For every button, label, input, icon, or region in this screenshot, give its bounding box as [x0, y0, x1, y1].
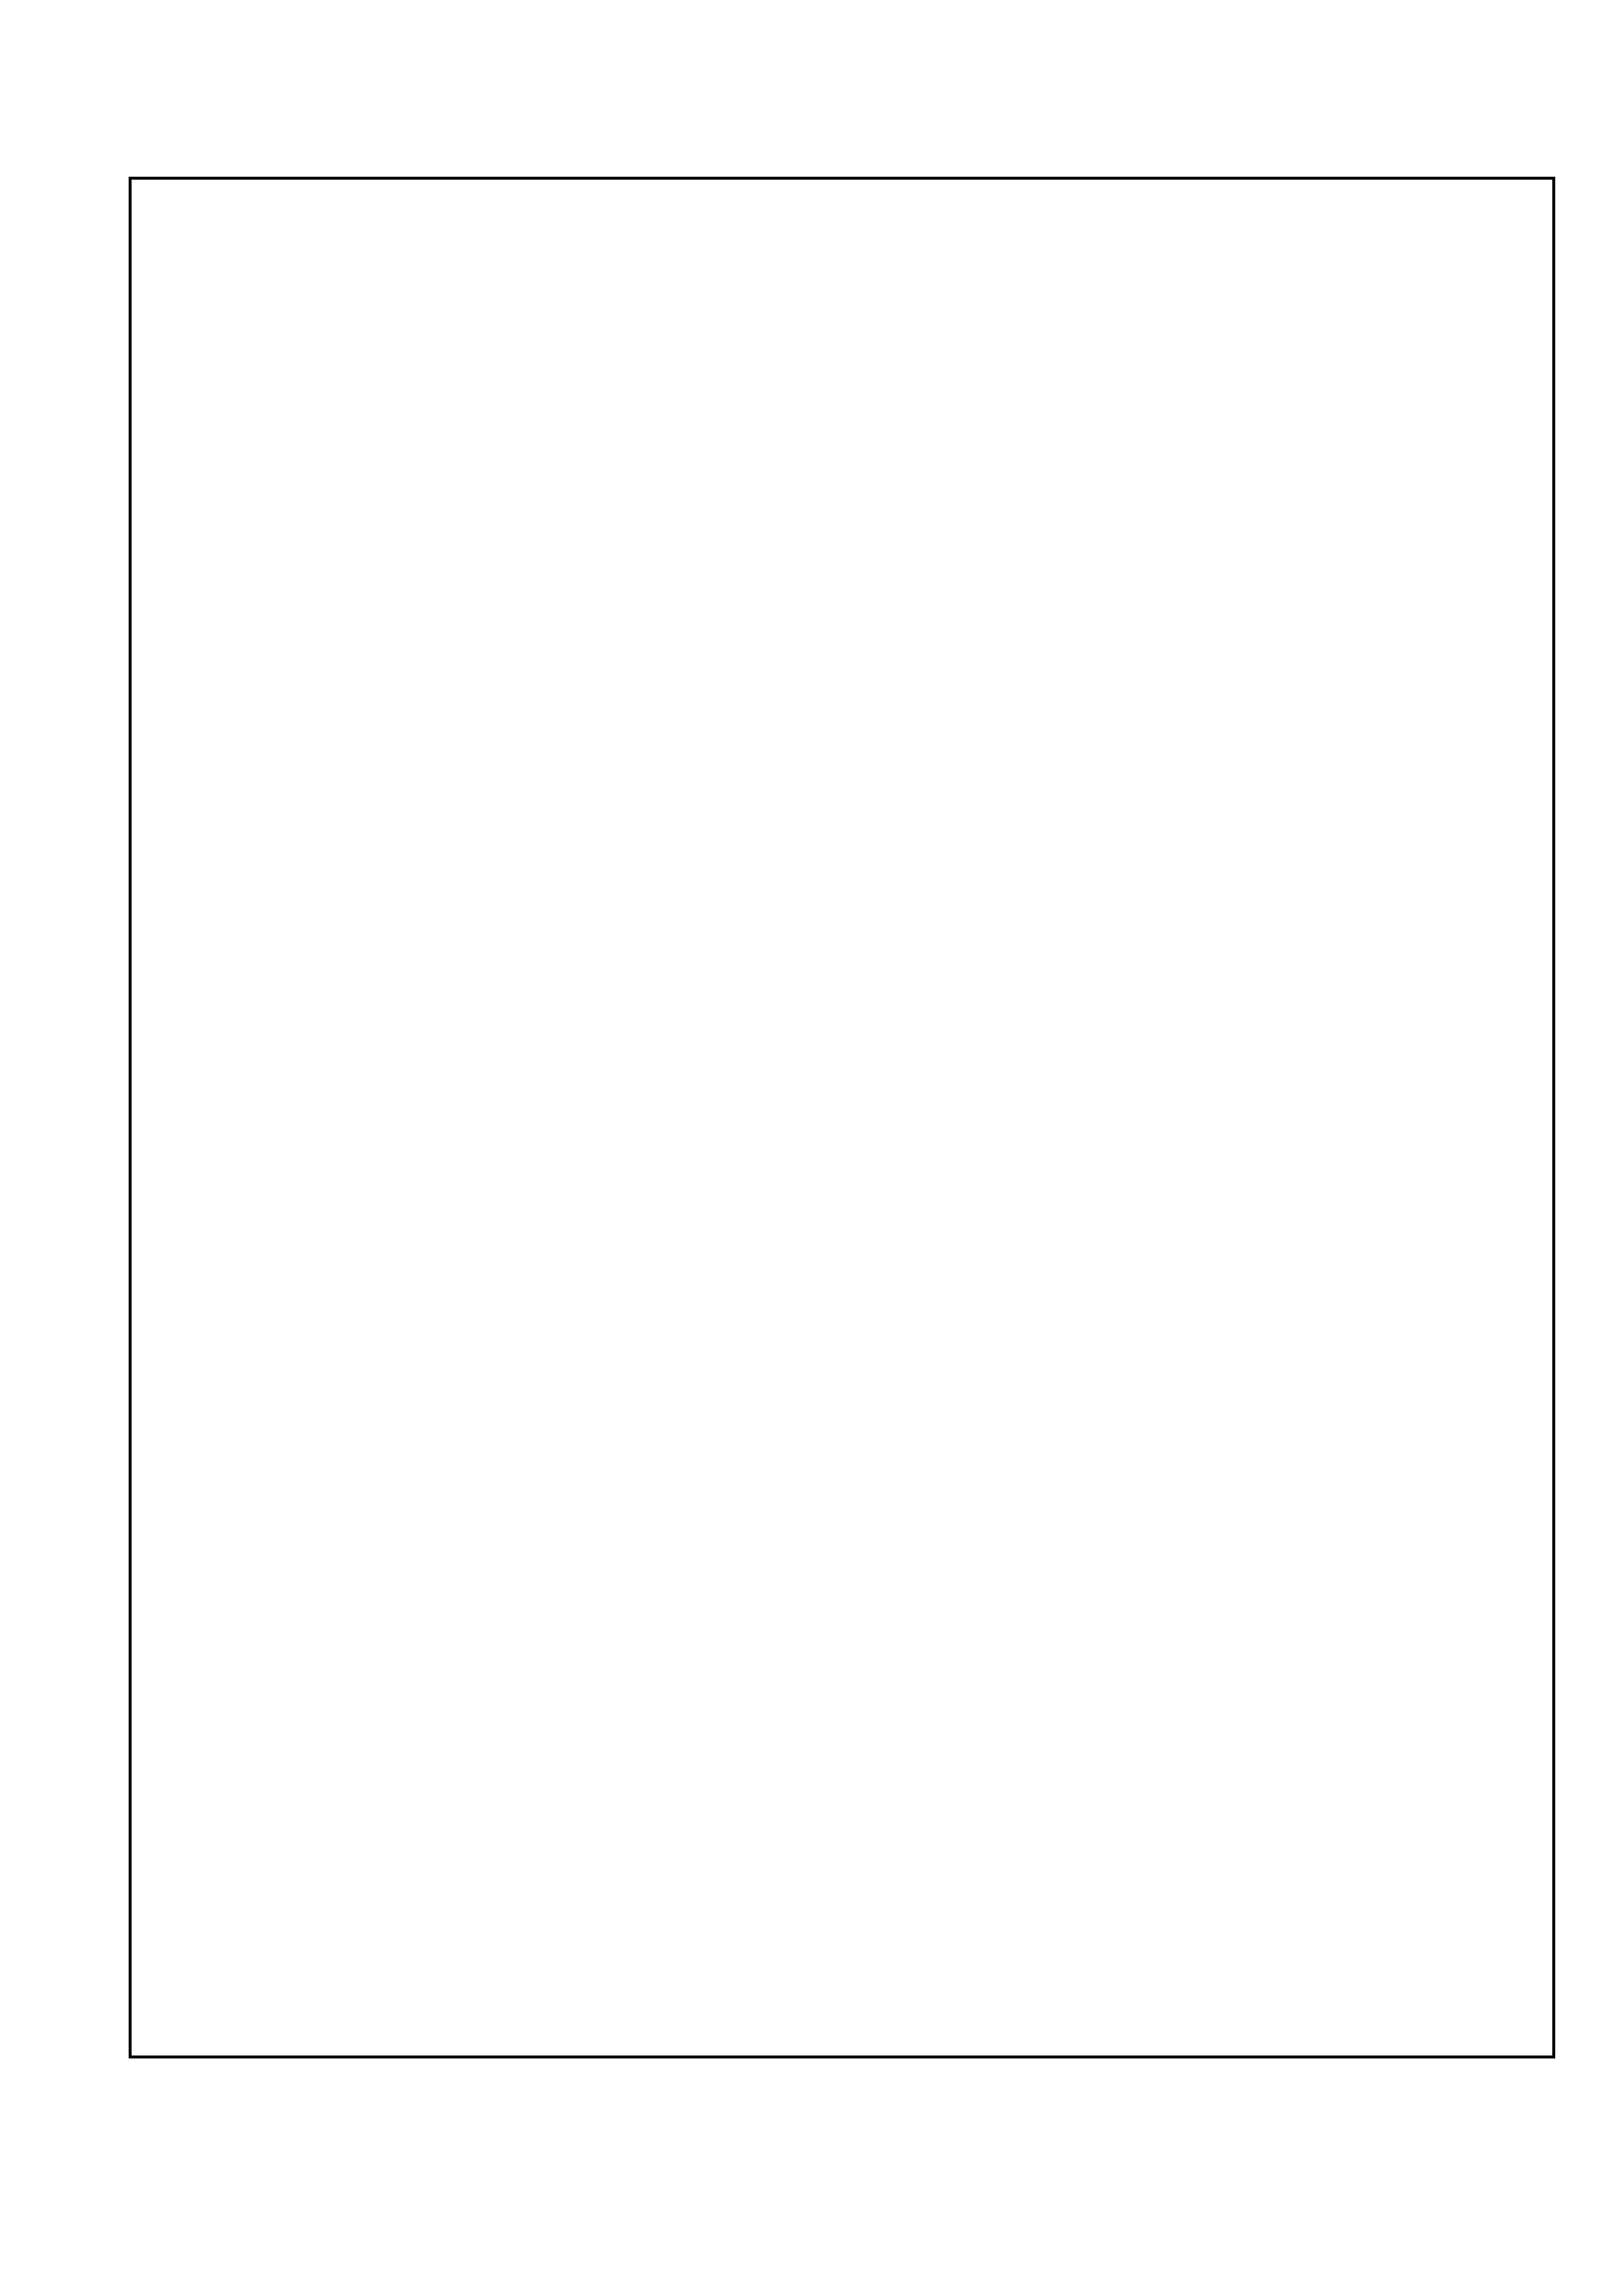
- duty-schedule-table: [129, 177, 1555, 2058]
